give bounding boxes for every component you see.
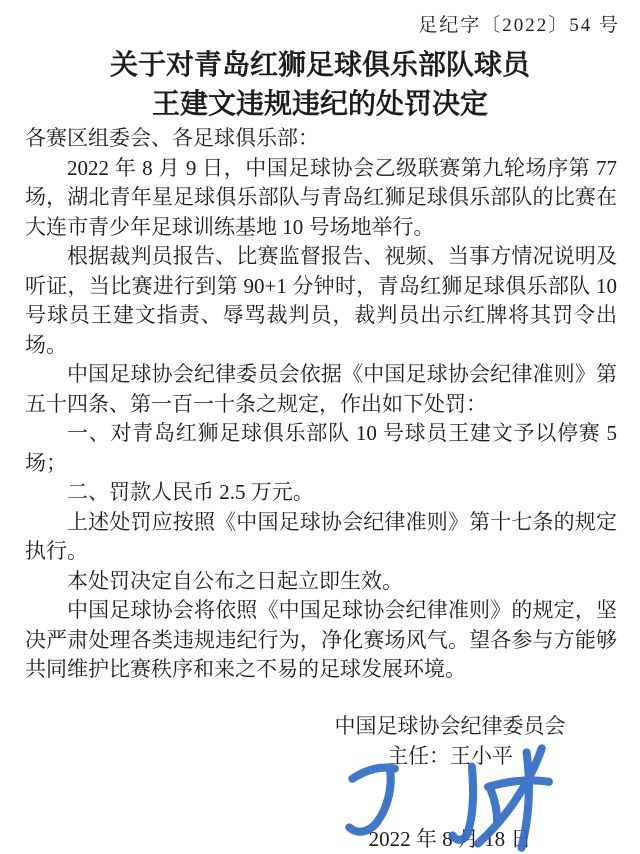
paragraph-penalty-2: 二、罚款人民币 2.5 万元。	[67, 480, 314, 504]
document-body	[25, 124, 617, 854]
closing-block	[328, 711, 572, 854]
paragraph-effective: 本处罚决定自公布之日起立即生效。	[67, 568, 403, 593]
salutation: 各赛区组委会、各足球俱乐部：	[25, 126, 319, 150]
paragraph-basis: 中国足球协会纪律委员会依据《中国足球协会纪律准则》第五十四条、第一百一十条之规定，作出如下处罚：	[25, 362, 617, 416]
document-title-line2: 王建文违规违纪的处罚决定	[151, 89, 488, 120]
paragraph-match-info: 2022 年 8 月 9 日，中国足球协会乙级联赛第九轮场序第 77 场，湖北青年星足球俱乐部队与青岛红狮足球俱乐部队的比赛在大连市青少年足球训练基地 10 号场地举行。	[25, 155, 617, 239]
paragraph-statement: 中国足球协会将依照《中国足球协会纪律准则》的规定，坚决严肃处理各类违规违纪行为，净化赛场风气。望各参与方能够共同维护比赛秩序和来之不易的足球发展环境。	[25, 598, 617, 681]
closing-organization: 中国足球协会纪律委员会	[334, 713, 566, 738]
closing-date: 2022 年 8 月 18 日	[368, 826, 532, 851]
document-title-line1: 关于对青岛红狮足球俱乐部队球员	[109, 50, 530, 81]
document-ref-number: 足纪字〔2022〕54 号	[418, 15, 620, 36]
paragraph-incident: 根据裁判员报告、比赛监督报告、视频、当事方情况说明及听证，当比赛进行到第 90+1 分钟时，青岛红狮足球俱乐部队 10 号球员王建文指责、辱骂裁判员，裁判员出示红牌将其罚令出场。	[25, 244, 617, 357]
closing-signer: 主任：王小平	[387, 743, 513, 768]
paragraph-penalty-1: 一、对青岛红狮足球俱乐部队 10 号球员王建文予以停赛 5 场；	[25, 421, 617, 475]
document-title	[0, 46, 640, 124]
paragraph-execution: 上述处罚应按照《中国足球协会纪律准则》第十七条的规定执行。	[25, 509, 617, 563]
